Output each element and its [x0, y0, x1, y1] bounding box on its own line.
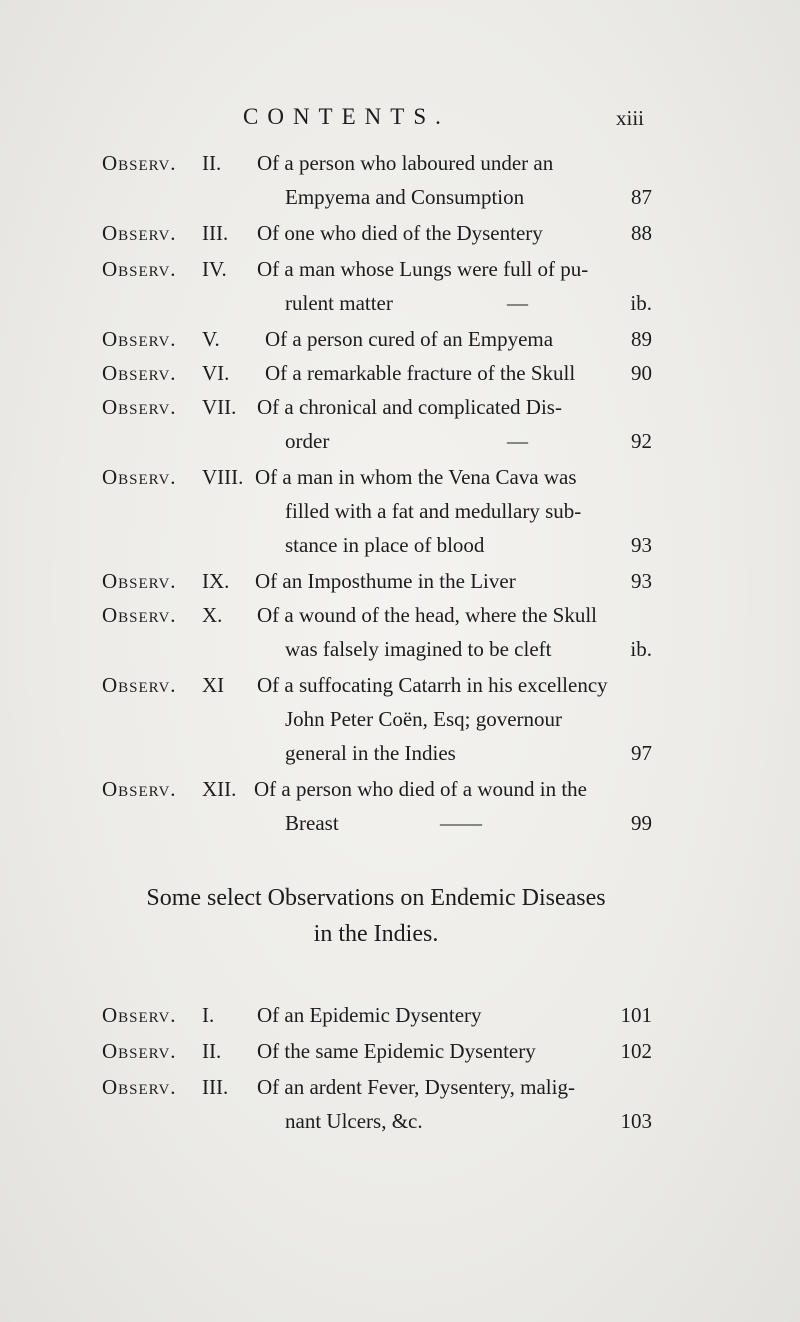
- page-header: [0, 104, 800, 136]
- observation-label: Observ.: [102, 603, 177, 627]
- section-heading-line: Some select Observations on Endemic Diseases: [146, 885, 606, 911]
- observation-number: IV.: [202, 257, 227, 281]
- page-reference: 103: [620, 1109, 652, 1133]
- observation-number: IX.: [202, 569, 230, 593]
- observation-number: III.: [202, 221, 229, 245]
- toc-entry-line: [102, 1070, 652, 1104]
- toc-entry-line: [102, 286, 652, 320]
- toc-entry-line: [102, 598, 652, 632]
- toc-entry-line: [102, 1104, 652, 1138]
- page-reference: ib.: [630, 291, 652, 315]
- page-reference: 93: [631, 533, 652, 557]
- toc-entry-line: [102, 252, 652, 286]
- page-reference: ib.: [630, 637, 652, 661]
- toc-entry-line: [102, 390, 652, 424]
- observation-title: Of a person who laboured under an: [257, 151, 554, 175]
- observation-title: Of an Epidemic Dysentery: [257, 1003, 482, 1027]
- toc-entry: [102, 998, 652, 1032]
- toc-entry-line: [102, 460, 652, 494]
- page-reference: 99: [631, 811, 652, 835]
- toc-entry-line: [102, 632, 652, 666]
- toc-entry: [102, 772, 652, 840]
- observation-label: Observ.: [102, 465, 177, 489]
- observation-title: Breast: [285, 811, 339, 835]
- observation-label: Observ.: [102, 395, 177, 419]
- toc-entry-line: [102, 998, 652, 1032]
- observation-title: Of a man whose Lungs were full of pu-: [257, 257, 589, 281]
- toc-entry-line: [102, 668, 652, 702]
- observation-label: Observ.: [102, 1075, 177, 1099]
- observation-label: Observ.: [102, 151, 177, 175]
- observation-number: VI.: [202, 361, 230, 385]
- observation-title: stance in place of blood: [285, 533, 485, 557]
- observation-title: was falsely imagined to be cleft: [285, 637, 552, 661]
- toc-entry-line: [102, 806, 652, 840]
- observation-title: Of an ardent Fever, Dysentery, malig-: [257, 1075, 575, 1099]
- toc-entry-line: [102, 216, 652, 250]
- toc-entry: [102, 252, 652, 320]
- toc-entry-line: [102, 146, 652, 180]
- observation-label: Observ.: [102, 777, 177, 801]
- toc-entry-line: [102, 424, 652, 458]
- toc-entry-line: [102, 564, 652, 598]
- observation-title: Of a person who died of a wound in the: [254, 777, 588, 801]
- page-reference: 93: [631, 569, 652, 593]
- leader-dash: ——: [440, 811, 482, 835]
- observation-title: Of a chronical and complicated Dis-: [257, 395, 562, 419]
- toc-entry: [102, 1034, 652, 1068]
- observation-number: X.: [202, 603, 223, 627]
- observation-label: Observ.: [102, 673, 177, 697]
- observation-label: Observ.: [102, 1039, 177, 1063]
- toc-entry-line: [102, 180, 652, 214]
- page-reference: 102: [620, 1039, 652, 1063]
- observation-label: Observ.: [102, 221, 177, 245]
- section-heading-line: in the Indies.: [313, 921, 439, 947]
- toc-entry-line: [102, 736, 652, 770]
- toc-entry: [102, 390, 652, 458]
- observation-title: Of a wound of the head, where the Skull: [257, 603, 597, 627]
- toc-entry-line: [102, 356, 652, 390]
- observation-number: II.: [202, 1039, 222, 1063]
- observation-title: Of a man in whom the Vena Cava was: [255, 465, 577, 489]
- toc-entry: [102, 146, 652, 214]
- observation-number: XI: [202, 673, 225, 697]
- toc-entry-line: [102, 494, 652, 528]
- observation-number: V.: [202, 327, 220, 351]
- page-reference: 97: [631, 741, 652, 765]
- observation-label: Observ.: [102, 569, 177, 593]
- observation-title: general in the Indies: [285, 741, 456, 765]
- observation-label: Observ.: [102, 361, 177, 385]
- leader-dash: —: [507, 429, 528, 453]
- page-reference: 92: [631, 429, 652, 453]
- observation-title: filled with a fat and medullary sub-: [285, 499, 582, 523]
- toc-entry: [102, 668, 652, 770]
- page-reference: 87: [631, 185, 652, 209]
- toc-entry-line: [102, 702, 652, 736]
- observation-number: II.: [202, 151, 222, 175]
- toc-entry: [102, 1070, 652, 1138]
- section-heading: [102, 880, 650, 952]
- page-reference: 88: [631, 221, 652, 245]
- toc-entry: [102, 322, 652, 356]
- observation-title: nant Ulcers, &c.: [285, 1109, 423, 1133]
- observation-number: III.: [202, 1075, 229, 1099]
- observation-label: Observ.: [102, 327, 177, 351]
- toc-entry: [102, 356, 652, 390]
- observation-title: Of the same Epidemic Dysentery: [257, 1039, 536, 1063]
- page-reference: 90: [631, 361, 652, 385]
- observation-title: order: [285, 429, 330, 453]
- toc-entry-line: [102, 528, 652, 562]
- observation-label: Observ.: [102, 1003, 177, 1027]
- leader-dash: —: [507, 291, 528, 315]
- toc-entry: [102, 216, 652, 250]
- toc-entry: [102, 564, 652, 598]
- observation-title: rulent matter: [285, 291, 393, 315]
- contents-title: CONTENTS.: [243, 104, 450, 129]
- observation-title: Empyema and Consumption: [285, 185, 525, 209]
- observation-title: Of a remarkable fracture of the Skull: [265, 361, 576, 385]
- page-reference: 101: [620, 1003, 652, 1027]
- observation-label: Observ.: [102, 257, 177, 281]
- observation-number: VII.: [202, 395, 237, 419]
- observation-title: Of an Imposthume in the Liver: [255, 569, 516, 593]
- observation-number: I.: [202, 1003, 215, 1027]
- observation-number: VIII.: [202, 465, 244, 489]
- observation-title: Of a suffocating Catarrh in his excellency: [257, 673, 608, 697]
- observation-title: John Peter Coën, Esq; governour: [285, 707, 563, 731]
- observation-number: XII.: [202, 777, 237, 801]
- toc-entry: [102, 598, 652, 666]
- toc-entry-line: [102, 322, 652, 356]
- toc-entry: [102, 460, 652, 562]
- roman-page-number: xiii: [616, 106, 645, 130]
- toc-entry-line: [102, 772, 652, 806]
- observation-title: Of one who died of the Dysentery: [257, 221, 543, 245]
- toc-entry-line: [102, 1034, 652, 1068]
- page-reference: 89: [631, 327, 652, 351]
- observation-title: Of a person cured of an Empyema: [265, 327, 554, 351]
